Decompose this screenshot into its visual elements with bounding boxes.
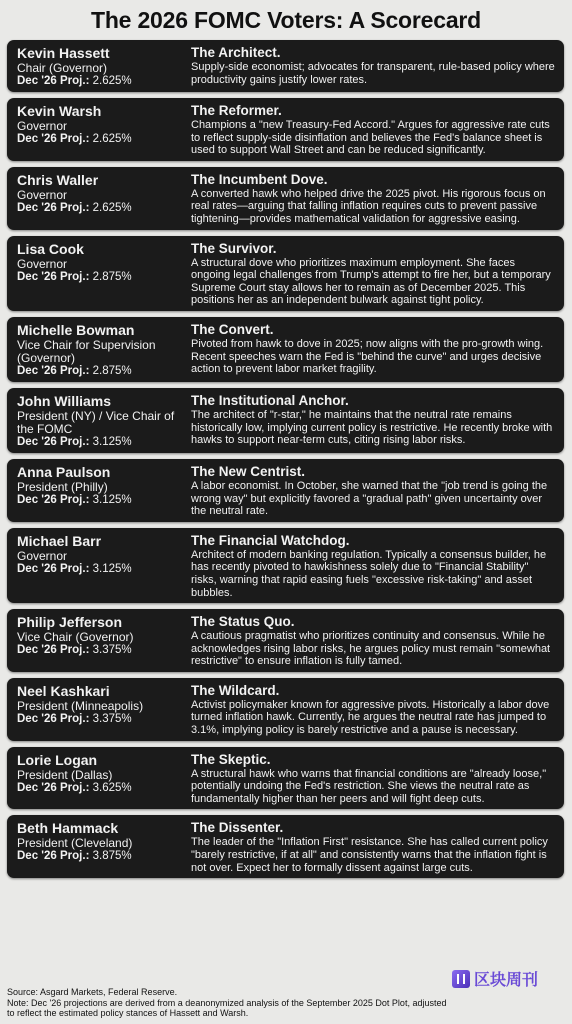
- member-info: [17, 752, 191, 806]
- member-description: A cautious pragmatist who prioritizes continuity and consensus. While he acknowledges rising labor risks, he argues policy must remain "somewhat restrictive" to ensure inflation is fully tamed.: [191, 630, 551, 668]
- member-card: [7, 528, 564, 603]
- member-role: President (Minneapolis): [17, 698, 144, 713]
- projection-label: Dec '26 Proj.:: [17, 270, 90, 283]
- member-description: Supply-side economist; advocates for transparent, rule-based policy where productivity gains justify lower rates.: [191, 61, 555, 86]
- member-card: [7, 747, 564, 810]
- member-profile: [191, 322, 556, 378]
- member-projection: [17, 494, 191, 507]
- member-profile: [191, 533, 556, 599]
- member-info: [17, 322, 191, 378]
- member-info: [17, 103, 191, 157]
- projection-value: 3.125%: [92, 562, 132, 575]
- member-projection: [17, 271, 191, 284]
- projection-label: Dec '26 Proj.:: [17, 133, 90, 145]
- member-info: [17, 533, 191, 599]
- projection-value: 3.125%: [92, 435, 132, 448]
- member-card: [7, 815, 564, 878]
- member-archetype: The New Centrist.: [191, 463, 306, 479]
- member-archetype: The Survivor.: [191, 240, 277, 256]
- member-archetype: The Incumbent Dove.: [191, 171, 328, 187]
- member-archetype: The Financial Watchdog.: [191, 532, 350, 548]
- projection-value: 3.875%: [92, 850, 132, 863]
- member-description: A converted hawk who helped drive the 2025 pivot. His rigorous focus on real rates—arguing that falling inflation requires cuts to prevent passive tightening—provides mathematical validation for aggressive easing.: [191, 187, 546, 225]
- member-role: President (NY) / Vice Chair of the FOMC: [17, 408, 175, 436]
- member-name: John Williams: [17, 392, 112, 409]
- member-projection: [17, 133, 191, 146]
- member-role: President (Cleveland): [17, 836, 133, 851]
- member-projection: [17, 713, 191, 726]
- member-projection: [17, 850, 191, 863]
- note-line: Note: Dec '26 projections are derived from a deanonymized analysis of the September 2025 Dot Plot, adjusted to reflect the estimated policy stances of Hassett and Warsh.: [7, 997, 447, 1018]
- member-info: [17, 683, 191, 737]
- projection-label: Dec '26 Proj.:: [17, 781, 90, 794]
- member-card: [7, 388, 564, 453]
- member-name: Chris Waller: [17, 171, 99, 188]
- member-profile: [191, 241, 556, 307]
- projection-value: 2.625%: [92, 133, 132, 145]
- member-info: [17, 464, 191, 518]
- projection-label: Dec '26 Proj.:: [17, 562, 90, 575]
- member-info: [17, 393, 191, 449]
- member-name: Beth Hammack: [17, 820, 119, 837]
- member-description: The architect of "r-star," he maintains that the neutral rate remains historically low, implying current policy is restrictive. He recently broke with hawks to support near-term cuts, citing rising labor risks.: [191, 408, 553, 447]
- footer-notes: [7, 987, 447, 1019]
- member-description: The leader of the "Inflation First" resistance. She has called current policy "barely restrictive, if at all" and consistently warns that the inflation fight is not over. Expect her to formally dissent against large cuts.: [191, 836, 548, 874]
- member-archetype: The Wildcard.: [191, 682, 280, 698]
- member-card: [7, 317, 564, 382]
- projection-value: 3.625%: [92, 781, 132, 794]
- projection-label: Dec '26 Proj.:: [17, 75, 90, 87]
- member-name: Michelle Bowman: [17, 321, 135, 338]
- member-profile: [191, 172, 556, 226]
- member-role: Governor: [17, 548, 68, 563]
- member-description: A structural hawk who warns that financial conditions are "already loose," potentially undoing the Fed's restriction. She views the neutral rate as fundamentally higher than her peers and will fight deep cuts.: [191, 767, 547, 805]
- member-role: Vice Chair for Supervision (Governor): [17, 337, 156, 365]
- member-profile: [191, 393, 556, 449]
- member-role: President (Dallas): [17, 767, 113, 782]
- member-profile: [191, 820, 556, 874]
- projection-label: Dec '26 Proj.:: [17, 644, 90, 657]
- watermark-logo: [452, 967, 538, 990]
- member-archetype: The Status Quo.: [191, 614, 295, 630]
- member-description: Pivoted from hawk to dove in 2025; now aligns with the pro-growth wing. Recent speeches warn the Fed is "behind the curve" and urges decisive action to prevent labor market fragility.: [191, 337, 544, 376]
- projection-value: 2.875%: [92, 364, 132, 377]
- member-card: [7, 40, 564, 92]
- member-info: [17, 820, 191, 874]
- projection-value: 3.375%: [92, 644, 132, 657]
- member-card: [7, 98, 564, 161]
- member-projection: [17, 365, 191, 378]
- member-description: A structural dove who prioritizes maximum employment. She faces ongoing legal challenges from Trump's attempt to fire her, but a temporary Supreme Court stay allows her to remain as of December 2025. This positions her as an independent bulwark against tight policy.: [191, 256, 551, 307]
- member-card: [7, 609, 564, 672]
- projection-label: Dec '26 Proj.:: [17, 201, 90, 214]
- member-role: Chair (Governor): [17, 61, 108, 75]
- member-card: [7, 167, 564, 230]
- watermark-text: 区块周刊: [474, 972, 539, 989]
- member-archetype: The Skeptic.: [191, 751, 271, 767]
- projection-label: Dec '26 Proj.:: [17, 364, 90, 377]
- member-name: Kevin Hassett: [17, 45, 110, 61]
- member-profile: [191, 464, 556, 518]
- member-archetype: The Reformer.: [191, 103, 282, 118]
- member-description: A labor economist. In October, she warned that the "job trend is going the wrong way" but explicitly favored a "gradual path" given uncertainty over the neutral rate.: [191, 479, 548, 518]
- projection-label: Dec '26 Proj.:: [17, 435, 90, 448]
- member-projection: [17, 563, 191, 576]
- member-archetype: The Dissenter.: [191, 820, 284, 836]
- member-projection: [17, 782, 191, 795]
- projection-value: 3.125%: [92, 493, 132, 506]
- member-profile: [191, 45, 556, 88]
- member-name: Neel Kashkari: [17, 682, 110, 699]
- member-name: Lisa Cook: [17, 240, 84, 257]
- member-card: [7, 678, 564, 741]
- logo-icon: [452, 970, 470, 988]
- member-name: Lorie Logan: [17, 751, 98, 768]
- projection-value: 3.375%: [92, 712, 132, 725]
- source-line: Source: Asgard Markets, Federal Reserve.: [7, 987, 178, 997]
- member-role: President (Philly): [17, 479, 108, 494]
- member-info: [17, 241, 191, 307]
- member-profile: [191, 103, 556, 157]
- member-projection: [17, 202, 191, 215]
- member-role: Governor: [17, 187, 68, 202]
- member-projection: [17, 75, 191, 88]
- page-title: The 2026 FOMC Voters: A Scorecard: [90, 7, 482, 33]
- member-profile: [191, 614, 556, 668]
- member-archetype: The Convert.: [191, 321, 274, 337]
- member-role: Vice Chair (Governor): [17, 630, 134, 645]
- member-description: Champions a "new Treasury-Fed Accord." Argues for aggressive rate cuts to reflect supply-side disinflation and believes the Fed's balance sheet is used to support Wall Street and can be reduced significantly.: [191, 119, 550, 157]
- member-info: [17, 172, 191, 226]
- member-profile: [191, 683, 556, 737]
- projection-value: 2.625%: [92, 75, 132, 87]
- member-name: Michael Barr: [17, 532, 102, 549]
- member-role: Governor: [17, 119, 68, 133]
- member-profile: [191, 752, 556, 806]
- member-name: Philip Jefferson: [17, 614, 123, 631]
- member-role: Governor: [17, 256, 68, 271]
- member-archetype: The Architect.: [191, 45, 281, 60]
- member-projection: [17, 644, 191, 657]
- member-card: [7, 236, 564, 311]
- member-archetype: The Institutional Anchor.: [191, 392, 349, 408]
- member-description: Activist policymaker known for aggressive pivots. Historically a labor dove turned inflation hawk. Currently, he argues the neutral rate has jumped to 3.1%, implying policy is barely restrictive and a pause is necessary.: [191, 698, 550, 737]
- projection-label: Dec '26 Proj.:: [17, 712, 90, 725]
- member-name: Kevin Warsh: [17, 103, 102, 119]
- projection-value: 2.875%: [92, 270, 132, 283]
- projection-label: Dec '26 Proj.:: [17, 493, 90, 506]
- member-projection: [17, 436, 191, 449]
- member-description: Architect of modern banking regulation. Typically a consensus builder, he has recently pivoted to hawkishness solely due to "Financial Stability" risks, warning that rapid easing fuels "excessive risk-taking" and asset bubbles.: [191, 548, 547, 599]
- projection-label: Dec '26 Proj.:: [17, 850, 90, 863]
- member-name: Anna Paulson: [17, 463, 111, 480]
- projection-value: 2.625%: [92, 201, 132, 214]
- member-card: [7, 459, 564, 522]
- member-info: [17, 614, 191, 668]
- member-info: [17, 45, 191, 88]
- scorecard-list: [7, 40, 564, 884]
